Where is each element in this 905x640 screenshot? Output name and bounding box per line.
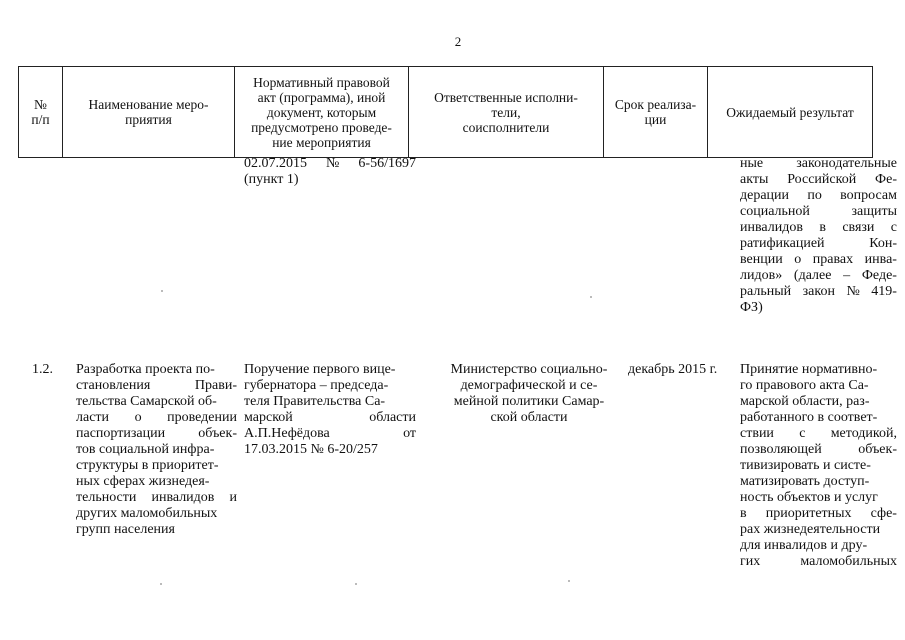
text-line: социальной защиты [740, 204, 897, 219]
text-line: тельства Самарской об- [76, 394, 217, 409]
table-header [18, 66, 873, 158]
text-line: теля Правительства Са- [244, 394, 386, 409]
header-row [19, 67, 873, 158]
page-number: 2 [454, 34, 462, 49]
text-line: Поручение первого вице- [244, 362, 396, 377]
header-col-responsible: Ответственные исполни- тели, соисполнители [409, 67, 604, 158]
text-line: ствии с методикой, [740, 426, 897, 441]
text-line: 17.03.2015 № 6-20/257 [244, 442, 378, 457]
text-line: дерации по вопросам [740, 188, 897, 203]
header-col-result: Ожидаемый результат [708, 67, 873, 158]
text-line: других маломобильных [76, 506, 218, 521]
text-line: (пункт 1) [244, 172, 299, 187]
text-line: рах жизнедеятельности [740, 522, 881, 537]
header-col-name: Наименование меро- приятия [63, 67, 235, 158]
text-line: акты Российской Фе- [740, 172, 897, 187]
text-line: ность объектов и услуг [740, 490, 878, 505]
text-line: венции о правах инва- [740, 252, 897, 267]
text-line: Принятие нормативно- [740, 362, 878, 377]
text-line: становления Прави- [76, 378, 237, 393]
text-line: ласти о проведении [76, 410, 237, 425]
text-line: паспортизации объек- [76, 426, 237, 441]
row-1-2-act [244, 362, 416, 458]
scan-speck [160, 583, 162, 585]
text-line: Разработка проекта по- [76, 362, 215, 377]
text-line: ской области [490, 410, 568, 425]
text-line: Министерство социально- [450, 362, 608, 377]
text-line: работанного в соответ- [740, 410, 878, 425]
text-line: структуры в приоритет- [76, 458, 219, 473]
text-line: тов социальной инфра- [76, 442, 215, 457]
text-line: тивизировать и систе- [740, 458, 871, 473]
scan-speck [355, 583, 357, 585]
text-line: ФЗ) [740, 300, 763, 315]
text-line: тельности инвалидов и [76, 490, 237, 505]
text-line: губернатора – председа- [244, 378, 389, 393]
row-1-2-number: 1.2. [32, 362, 53, 377]
scan-speck [568, 580, 570, 582]
row-1-2-responsible [436, 362, 622, 426]
text-line: инвалидов в связи с [740, 220, 897, 235]
continuation-act [244, 156, 416, 188]
text-line: демографической и се- [460, 378, 598, 393]
header-col-act: Нормативный правовой акт (программа), иной документ, которым предусмотрено проведе- ние мероприятия [235, 67, 409, 158]
scan-speck [161, 290, 163, 292]
text-line: ных сферах жизнедея- [76, 474, 210, 489]
text-line: позволяющей объек- [740, 442, 897, 457]
text-line: марской области, раз- [740, 394, 870, 409]
continuation-result [740, 156, 897, 316]
text-line: для инвалидов и дру- [740, 538, 868, 553]
scan-speck [590, 296, 592, 298]
text-line: го правового акта Са- [740, 378, 869, 393]
header-col-term: Срок реализа- ции [604, 67, 708, 158]
row-1-2-name [76, 362, 237, 538]
text-line: матизировать доступ- [740, 474, 870, 489]
text-line: лидов» (далее – Феде- [740, 268, 897, 283]
text-line: в приоритетных сфе- [740, 506, 897, 521]
text-line: мейной политики Самар- [453, 394, 605, 409]
text-line: ральный закон № 419- [740, 284, 897, 299]
row-1-2-result [740, 362, 897, 570]
text-line: групп населения [76, 522, 175, 537]
text-line: гих маломобильных [740, 554, 897, 569]
row-1-2-term: декабрь 2015 г. [628, 362, 718, 377]
header-col-number: № п/п [19, 67, 63, 158]
text-line: 02.07.2015 № 6-56/1697 [244, 156, 416, 171]
text-line: ные законодательные [740, 156, 897, 171]
text-line: марской области [244, 410, 416, 425]
text-line: А.П.Нефёдова от [244, 426, 416, 441]
text-line: ратификацией Кон- [740, 236, 897, 251]
